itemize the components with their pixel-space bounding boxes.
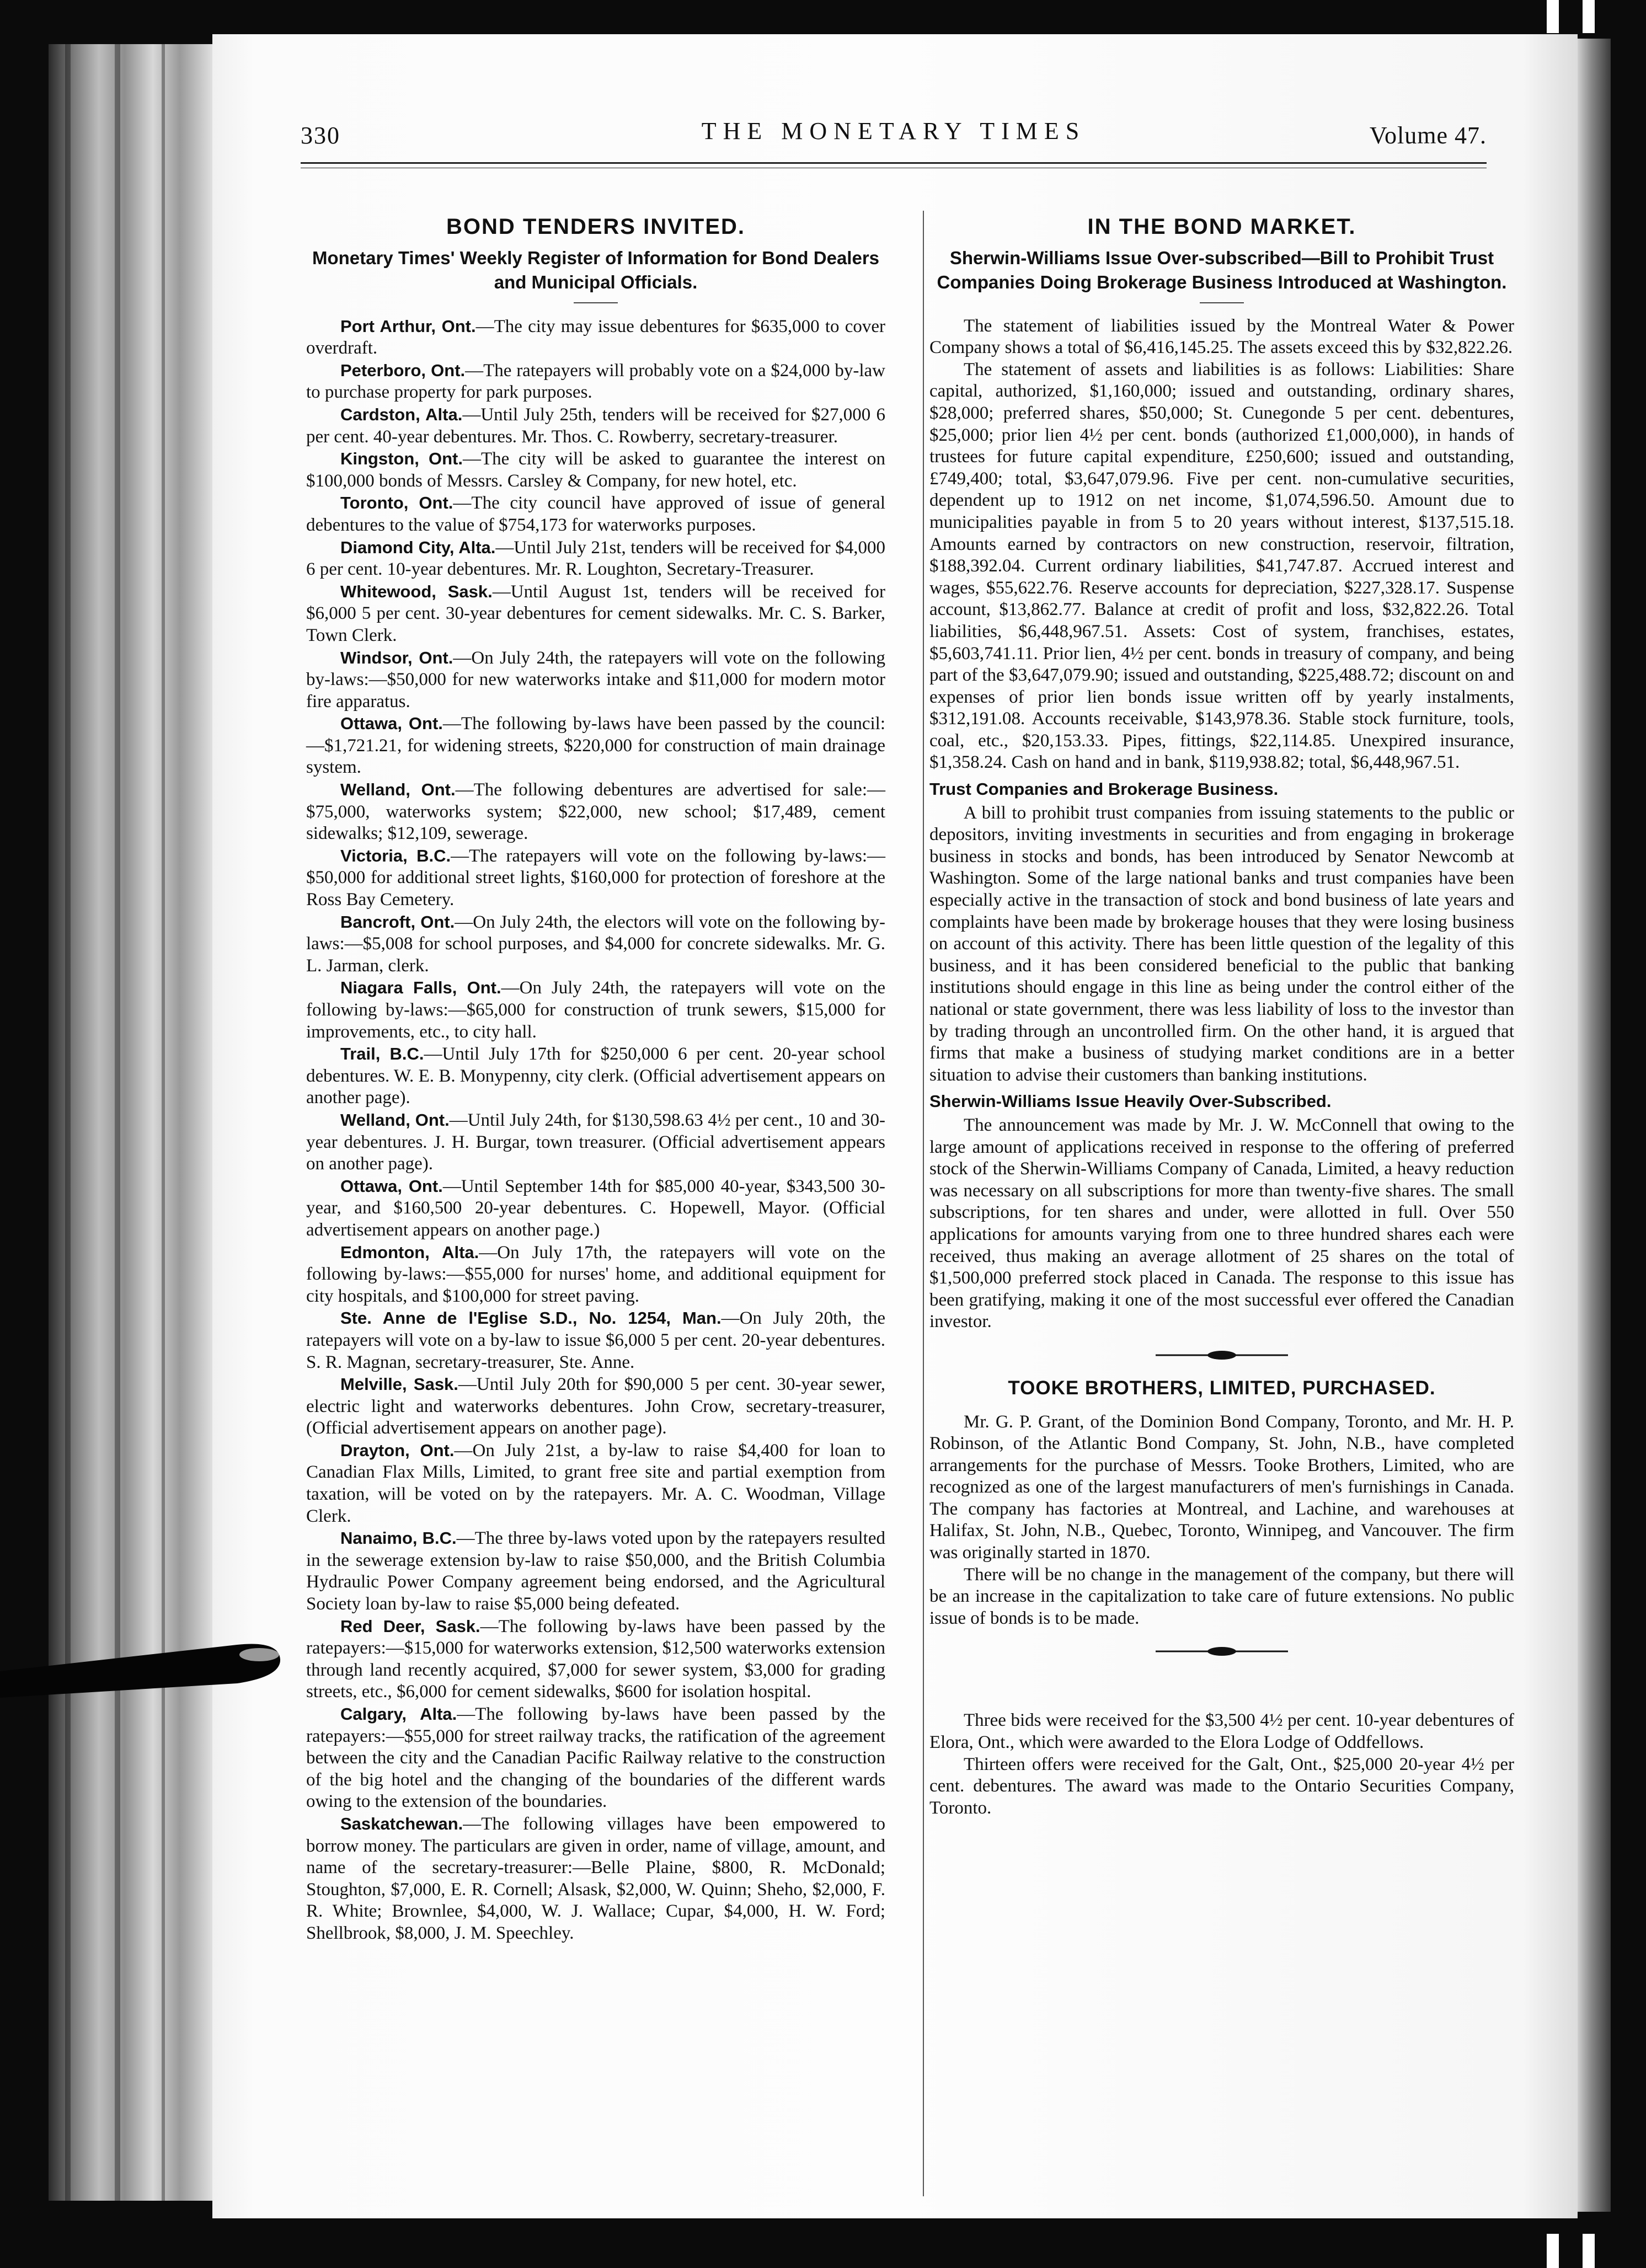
tender-text: —The following by-laws have been passed by the council:—$1,721.21, for widening streets, $220,000 for construction of main drainage system. <box>306 714 885 778</box>
tender-text: —On July 24th, the ratepayers will vote on the following by-laws:—$65,000 for construction of trunk sewers, $15,000 for improvements, etc., to city hall. <box>306 978 885 1042</box>
tender-place: Bancroft, Ont. <box>340 912 455 932</box>
tender-place: Drayton, Ont. <box>340 1440 455 1460</box>
section-subhead: Trust Companies and Brokerage Business. <box>929 779 1279 799</box>
right-column <box>929 216 1514 1819</box>
divider <box>1200 302 1244 303</box>
volume-label: Volume 47. <box>1369 122 1487 149</box>
tender-item <box>306 537 885 581</box>
tender-place: Ottawa, Ont. <box>340 1176 443 1196</box>
tender-text: —On July 17th, the ratepayers will vote on the following by-laws:—$55,000 for nurses' home, and additional equipment for city hospitals, and $100,000 for street paving. <box>306 1242 885 1306</box>
ornament-divider <box>929 1350 1514 1361</box>
tender-place: Welland, Ont. <box>340 780 456 800</box>
tender-place: Red Deer, Sask. <box>340 1616 480 1636</box>
tender-item <box>306 713 885 779</box>
tender-place: Ste. Anne de l'Eglise S.D., No. 1254, Man. <box>340 1308 722 1328</box>
scan-marks-bottom <box>1525 2223 1624 2268</box>
tender-text: —The following by-laws have been passed by the ratepayers:—$55,000 for street railway tracks, the ratification of the agreement between the city and the Canadian Pacific Railway relative to the construction of the big hotel and the changing of the boundaries of the different wards owing to the extension of the boundaries. <box>306 1704 885 1812</box>
left-column <box>306 216 885 1945</box>
bond-market-heading: IN THE BOND MARKET. <box>1087 215 1356 239</box>
tender-place: Welland, Ont. <box>340 1110 450 1130</box>
tooke-heading: TOOKE BROTHERS, LIMITED, PURCHASED. <box>1008 1377 1436 1399</box>
tender-item <box>306 911 885 977</box>
article-paragraph: The announcement was made by Mr. J. W. McConnell that owing to the large amount of applications received in response to the offering of preferred stock of the Sherwin-Williams Company of Canada, Limited, a heavy reduction was necessary on all subscriptions for more than twenty-five shares. The small subscriptions, for ten shares and under, were allotted in full. Over 550 applications for amounts varying from one to three hundred shares each were received, thus making an average allotment of 25 shares on the total of $1,500,000 preferred stock placed in Canada. The response to this issue has been gratifying, making it one of the most successful ever offered the Canadian investor. <box>929 1115 1514 1332</box>
tender-text: —The three by-laws voted upon by the ratepayers resulted in the sewerage extension by-law to raise $50,000, and the British Columbia Hydraulic Power Company agreement being endorsed, and the Agricultural Society loan by-law to raise $5,000 being defeated. <box>306 1528 885 1614</box>
tender-item <box>306 360 885 404</box>
tender-text: —Until July 24th, for $130,598.63 4½ per cent., 10 and 30-year debentures. J. H. Burgar, town treasurer. (Official advertisement appears on another page). <box>306 1110 885 1174</box>
page-header <box>301 117 1487 156</box>
page-edge <box>1578 39 1611 2212</box>
tender-place: Nanaimo, B.C. <box>340 1528 457 1548</box>
tender-text: —Until July 17th for $250,000 6 per cent. 20-year school debentures. W. E. B. Monypenny, city clerk. (Official advertisement appears on another page). <box>306 1044 885 1108</box>
tender-place: Victoria, B.C. <box>340 846 451 865</box>
tender-item <box>306 845 885 911</box>
tender-place: Peterboro, Ont. <box>340 360 466 380</box>
tender-item <box>306 448 885 492</box>
bond-tenders-heading: BOND TENDERS INVITED. <box>446 215 746 239</box>
tender-text: —The following villages have been empowered to borrow money. The particulars are given in order, name of village, amount, and name of the secretary-treasurer:—Belle Plaine, $800, R. McDonald; Stoughton, $7,000, E. R. Cornell; Alsask, $2,000, W. Quinn; Sheho, $2,000, F. R. White; Brownlee, $4,000, W. J. Wallace; Cupar, $4,000, H. W. Ford; Shellbrook, $8,000, J. M. Speechley. <box>306 1814 885 1943</box>
tender-item <box>306 1813 885 1945</box>
tender-text: —Until July 21st, tenders will be received for $4,000 6 per cent. 10-year debentures. Mr. R. Loughton, Secretary-Treasurer. <box>306 537 885 580</box>
tender-text: —On July 24th, the electors will vote on the following by-laws:—$5,008 for school purposes, and $4,000 for concrete sidewalks. Mr. G. L. Jarman, clerk. <box>306 912 886 976</box>
tender-place: Niagara Falls, Ont. <box>340 978 501 998</box>
article-paragraph: Mr. G. P. Grant, of the Dominion Bond Company, Toronto, and Mr. H. P. Robinson, of the Atlantic Bond Company, St. John, N.B., have completed arrangements for the purchase of Messrs. Tooke Brothers, Limited, who are recognized as one of the largest manufacturers of men's furnishings in Canada. The company has factories at Montreal, and Lachine, and warehouses at Halifax, St. John, N.B., Quebec, Toronto, Winnipeg, and Vancouver. The firm was originally started in 1870. <box>929 1411 1514 1563</box>
tender-item <box>306 1307 885 1373</box>
divider <box>574 302 618 303</box>
bond-tenders-subheading: Monetary Times' Weekly Register of Information for Bond Dealers and Municipal Officials. <box>312 247 880 292</box>
tender-text: —The following by-laws have been passed by the ratepayers:—$15,000 for waterworks extension, $12,500 waterworks extension through land recently acquired, $7,000 for sewer system, $3,000 for grading streets, etc., $6,000 for cement sidewalks, $600 for isolation hospital. <box>306 1616 885 1702</box>
tender-place: Cardston, Alta. <box>340 404 463 424</box>
tender-text: —Until August 1st, tenders will be received for $6,000 5 per cent. 30-year debentures for cement sidewalks. Mr. C. S. Barker, Town Clerk. <box>306 581 885 645</box>
ornament-divider <box>929 1646 1514 1657</box>
article-paragraph: Three bids were received for the $3,500 4½ per cent. 10-year debentures of Elora, Ont., which were awarded to the Elora Lodge of Oddfellows. <box>929 1710 1514 1753</box>
column-divider <box>923 211 924 2196</box>
tender-place: Diamond City, Alta. <box>340 537 496 557</box>
tender-place: Saskatchewan. <box>340 1814 463 1833</box>
tender-item <box>306 492 885 536</box>
tender-place: Calgary, Alta. <box>340 1704 457 1724</box>
pen-shadow <box>0 1633 287 1699</box>
tender-item <box>306 315 885 360</box>
header-rule <box>301 162 1487 164</box>
tender-item <box>306 1242 885 1308</box>
tender-text: —The city council have approved of issue of general debentures to the value of $754,173 for waterworks purposes. <box>306 493 885 535</box>
tender-place: Windsor, Ont. <box>340 648 453 667</box>
newspaper-page <box>212 34 1578 2218</box>
book-binding <box>49 44 217 2201</box>
tender-place: Toronto, Ont. <box>340 493 453 513</box>
article-paragraph: There will be no change in the management of the company, but there will be an increase in the capitalization to take care of future extensions. No public issue of bonds is to be made. <box>929 1564 1514 1628</box>
tender-text: —Until July 25th, tenders will be received for $27,000 6 per cent. 40-year debentures. Mr. Thos. C. Rowberry, secretary-treasurer. <box>306 404 885 447</box>
tender-text: —The ratepayers will probably vote on a $24,000 by-law to purchase property for park purposes. <box>306 360 885 403</box>
tender-item <box>306 1109 885 1175</box>
tender-item <box>306 977 885 1043</box>
page-number: 330 <box>301 122 340 149</box>
tender-item <box>306 581 885 647</box>
tender-text: —The ratepayers will vote on the following by-laws:—$50,000 for additional street lights, $160,000 for protection of foreshore at the Ross Bay Cemetery. <box>306 846 886 910</box>
article-paragraph: The statement of assets and liabilities is as follows: Liabilities: Share capital, authorized, $1,160,000; issued and outstanding, ordinary shares, $28,000; preferred shares, $50,000; St. Cunegonde 5 per cent. debentures, $25,000; prior lien 4½ per cent. bonds (authorized £1,000,000), in hands of trustees for future capital expenditure, £250,600; issued and outstanding, £749,400; total, $3,647,079.96. Five per cent. non-cumulative securities, dependent up to 1912 on net income, $1,074,596.50. Amount due to municipalities payable in from 5 to 20 years without interest, $137,515.18. Amounts earned by contractors on new construction, reservoir, filtration, $188,392.04. Current ordinary liabilities, $41,747.87. Accrued interest and wages, $55,622.76. Reserve accounts for depreciation, $227,328.17. Suspense account, $13,862.77. Balance at credit of profit and loss, $32,822.26. Total liabilities, $6,448,967.51. Assets: Cost of system, franchises, estates, $5,603,741.11. Prior lien, 4½ per cent. bonds in treasury of company, and being part of the $3,647,079.90; issued and outstanding, $225,488.72; discount on and expenses of prior lien bonds issue written off by yearly instalments, $312,191.08. Accounts receivable, $143,978.36. Stable stock furniture, tools, coal, etc., $20,153.33. Pipes, fittings, $22,114.85. Unexpired insurance, $1,358.24. Cash on hand and in bank, $119,938.82; total, $6,448,967.51. <box>929 359 1514 773</box>
article-paragraph: The statement of liabilities issued by the Montreal Water & Power Company shows a total of $6,416,145.25. The assets exceed this by $32,822.26. <box>929 315 1514 358</box>
tender-item <box>306 1373 885 1440</box>
article-paragraph: A bill to prohibit trust companies from issuing statements to the public or depositors, inviting investments in securities and from engaging in brokerage business in stocks and bonds, has been introduced by Senator Newcomb at Washington. Some of the large national banks and trust companies have been especially active in the transaction of stock and bond business of late years and complaints have been made by brokerage houses that they were losing business on account of this activity. There has been little question of the legality of this business, and it has been considered beneficial to the public that banking institutions should engage in this line as being under the control either of the national or state government, there was less liability of loss to the investor than by trading through an uncontrolled firm. On the other hand, it is argued that firms that make a business of studying market conditions are in a better situation to advise their customers than banking institutions. <box>929 803 1514 1085</box>
tender-list <box>306 315 885 1945</box>
tender-place: Melville, Sask. <box>340 1374 458 1394</box>
tender-text: —On July 20th, the ratepayers will vote on a by-law to issue $6,000 5 per cent. 20-year debentures. S. R. Magnan, secretary-treasurer, Ste. Anne. <box>306 1308 885 1372</box>
article-paragraph: Thirteen offers were received for the Galt, Ont., $25,000 20-year 4½ per cent. debentures. The award was made to the Ontario Securities Company, Toronto. <box>929 1754 1514 1818</box>
tender-item <box>306 1440 885 1527</box>
tender-item <box>306 1703 885 1813</box>
tender-place: Edmonton, Alta. <box>340 1242 479 1262</box>
tender-place: Trail, B.C. <box>340 1044 424 1064</box>
ornament-icon <box>1156 1350 1288 1361</box>
tender-item <box>306 647 885 713</box>
tender-place: Ottawa, Ont. <box>340 714 443 734</box>
ornament-icon <box>1156 1646 1288 1657</box>
tender-item <box>306 779 885 845</box>
tender-text: —On July 21st, a by-law to raise $4,400 for loan to Canadian Flax Mills, Limited, to grant free site and partial exemption from taxation, will be voted on by the ratepayers. Mr. A. C. Woodman, Village Clerk. <box>306 1440 885 1526</box>
tender-item <box>306 1616 885 1703</box>
tender-item <box>306 1043 885 1109</box>
tender-item <box>306 1527 885 1615</box>
tender-text: —Until September 14th for $85,000 40-year, $343,500 30-year, and $160,500 20-year debentures. C. Hopewell, Mayor. (Official advertisement appears on another page.) <box>306 1176 885 1240</box>
tender-item <box>306 1175 885 1242</box>
tender-place: Whitewood, Sask. <box>340 581 493 601</box>
tender-text: —The city will be asked to guarantee the interest on $100,000 bonds of Messrs. Carsley & Company, for new hotel, etc. <box>306 449 885 491</box>
tender-text: —Until July 20th for $90,000 5 per cent. 30-year sewer, electric light and waterworks debentures. John Crow, secretary-treasurer, (Official advertisement appears on another page). <box>306 1374 885 1438</box>
section-subhead: Sherwin-Williams Issue Heavily Over-Subscribed. <box>929 1092 1332 1111</box>
publication-title: THE MONETARY TIMES <box>701 117 1086 145</box>
tender-place: Port Arthur, Ont. <box>340 316 476 336</box>
tender-text: —The following debentures are advertised for sale:—$75,000, waterworks system; $22,000, new school; $17,489, cement sidewalks; $12,109, sewerage. <box>306 780 885 844</box>
tender-place: Kingston, Ont. <box>340 449 463 469</box>
tender-text: —On July 24th, the ratepayers will vote on the following by-laws:—$50,000 for new waterworks intake and $11,000 for modern motor fire apparatus. <box>306 648 885 712</box>
bond-market-subheading: Sherwin-Williams Issue Over-subscribed—Bill to Prohibit Trust Companies Doing Brokerage Business Introduced at Washington. <box>937 247 1507 292</box>
tender-item <box>306 404 885 448</box>
tender-text: —The city may issue debentures for $635,000 to cover overdraft. <box>306 316 885 359</box>
spacer <box>929 1673 1514 1710</box>
